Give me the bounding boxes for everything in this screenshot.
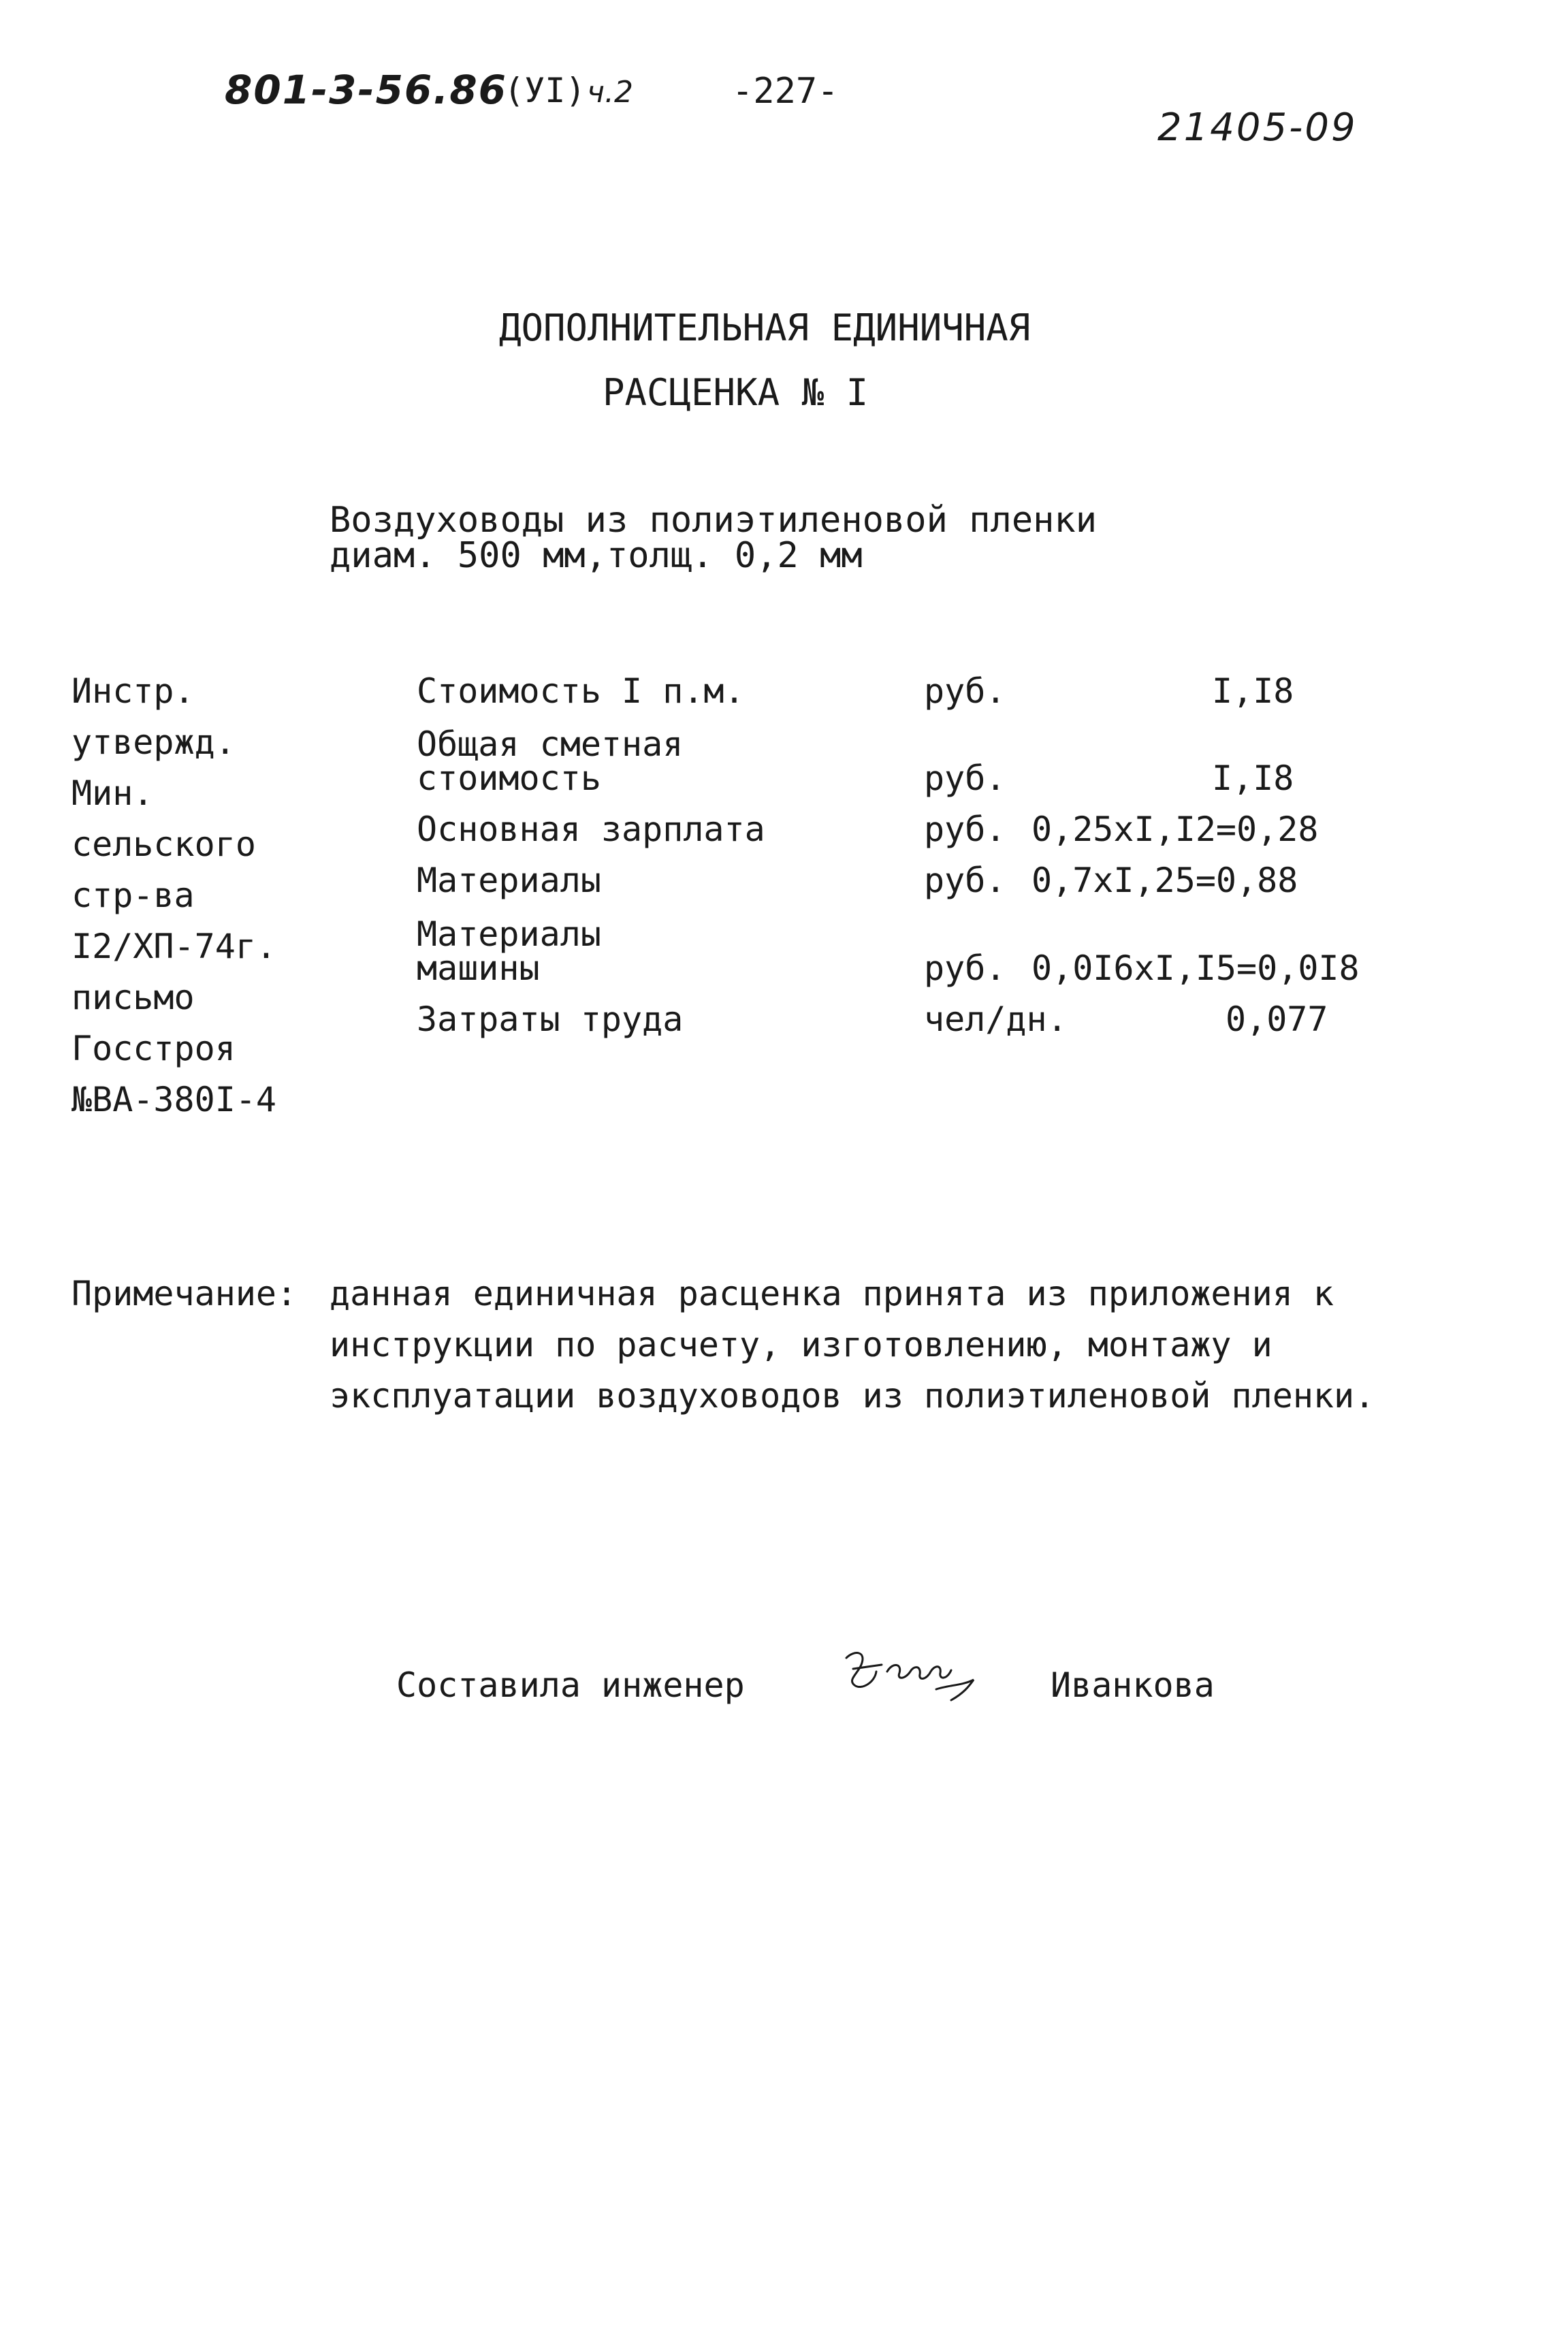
subject-line2: диам. 500 мм,толщ. 0,2 мм — [330, 535, 863, 576]
cost-value: I,I8 — [1212, 671, 1294, 711]
archive-number: 21405-09 — [1157, 106, 1358, 150]
reference-line: Мин. — [71, 773, 154, 813]
cost-value: I,I8 — [1212, 758, 1294, 798]
doc-title-line2: РАСЦЕНКА № I — [603, 371, 869, 414]
handwritten-signature — [834, 1638, 997, 1706]
reference-line: письмо — [71, 978, 195, 1017]
cost-label: Затраты труда — [417, 1000, 684, 1039]
cost-value: 0,7xI,25=0,88 — [1031, 861, 1298, 900]
signature-name: Иванкова — [1051, 1665, 1215, 1705]
cost-label: Общая сметная — [417, 724, 684, 764]
cost-value: 0,077 — [1226, 1000, 1328, 1039]
series-code: 801-3-56.86 — [225, 67, 508, 113]
reference-line: I2/ХП-74г. — [71, 927, 277, 966]
reference-line: Госстроя — [71, 1029, 236, 1068]
cost-label: стоимость — [417, 758, 601, 798]
reference-line: сельского — [71, 825, 256, 864]
note-line1: данная единичная расценка принята из приложения к — [330, 1274, 1334, 1313]
doc-title-line1: ДОПОЛНИТЕЛЬНАЯ ЕДИНИЧНАЯ — [499, 306, 1031, 349]
reference-line: стр-ва — [71, 876, 195, 915]
cost-label: Стоимость I п.м. — [417, 671, 745, 711]
cost-unit: руб. — [924, 861, 1006, 900]
cost-unit: руб. — [924, 671, 1006, 711]
cost-value: 0,0I6xI,I5=0,0I8 — [1031, 948, 1360, 988]
reference-line: №ВА-380I-4 — [71, 1080, 277, 1119]
note-line3: эксплуатации воздуховодов из полиэтиленовой пленки. — [330, 1376, 1375, 1416]
signature-role: Составила инженер — [396, 1665, 745, 1705]
cost-unit: руб. — [924, 810, 1006, 849]
part-mark: ч.2 — [587, 75, 633, 110]
reference-line: утвержд. — [71, 722, 236, 762]
cost-label: машины — [417, 948, 540, 988]
reference-line: Инстр. — [71, 671, 195, 711]
cost-label: Материалы — [417, 914, 601, 954]
cost-unit: руб. — [924, 758, 1006, 798]
cost-unit: руб. — [924, 948, 1006, 988]
cost-value: 0,25xI,I2=0,28 — [1031, 810, 1319, 849]
note-label: Примечание: — [71, 1274, 298, 1313]
cost-label: Основная зарплата — [417, 810, 765, 849]
subject-line1: Воздуховоды из полиэтиленовой пленки — [330, 500, 1098, 541]
page-number: -227- — [732, 71, 839, 112]
cost-label: Материалы — [417, 861, 601, 900]
volume-mark: (УI) — [504, 71, 586, 110]
cost-unit: чел/дн. — [924, 1000, 1068, 1039]
note-line2: инструкции по расчету, изготовлению, монтажу и — [330, 1325, 1273, 1364]
